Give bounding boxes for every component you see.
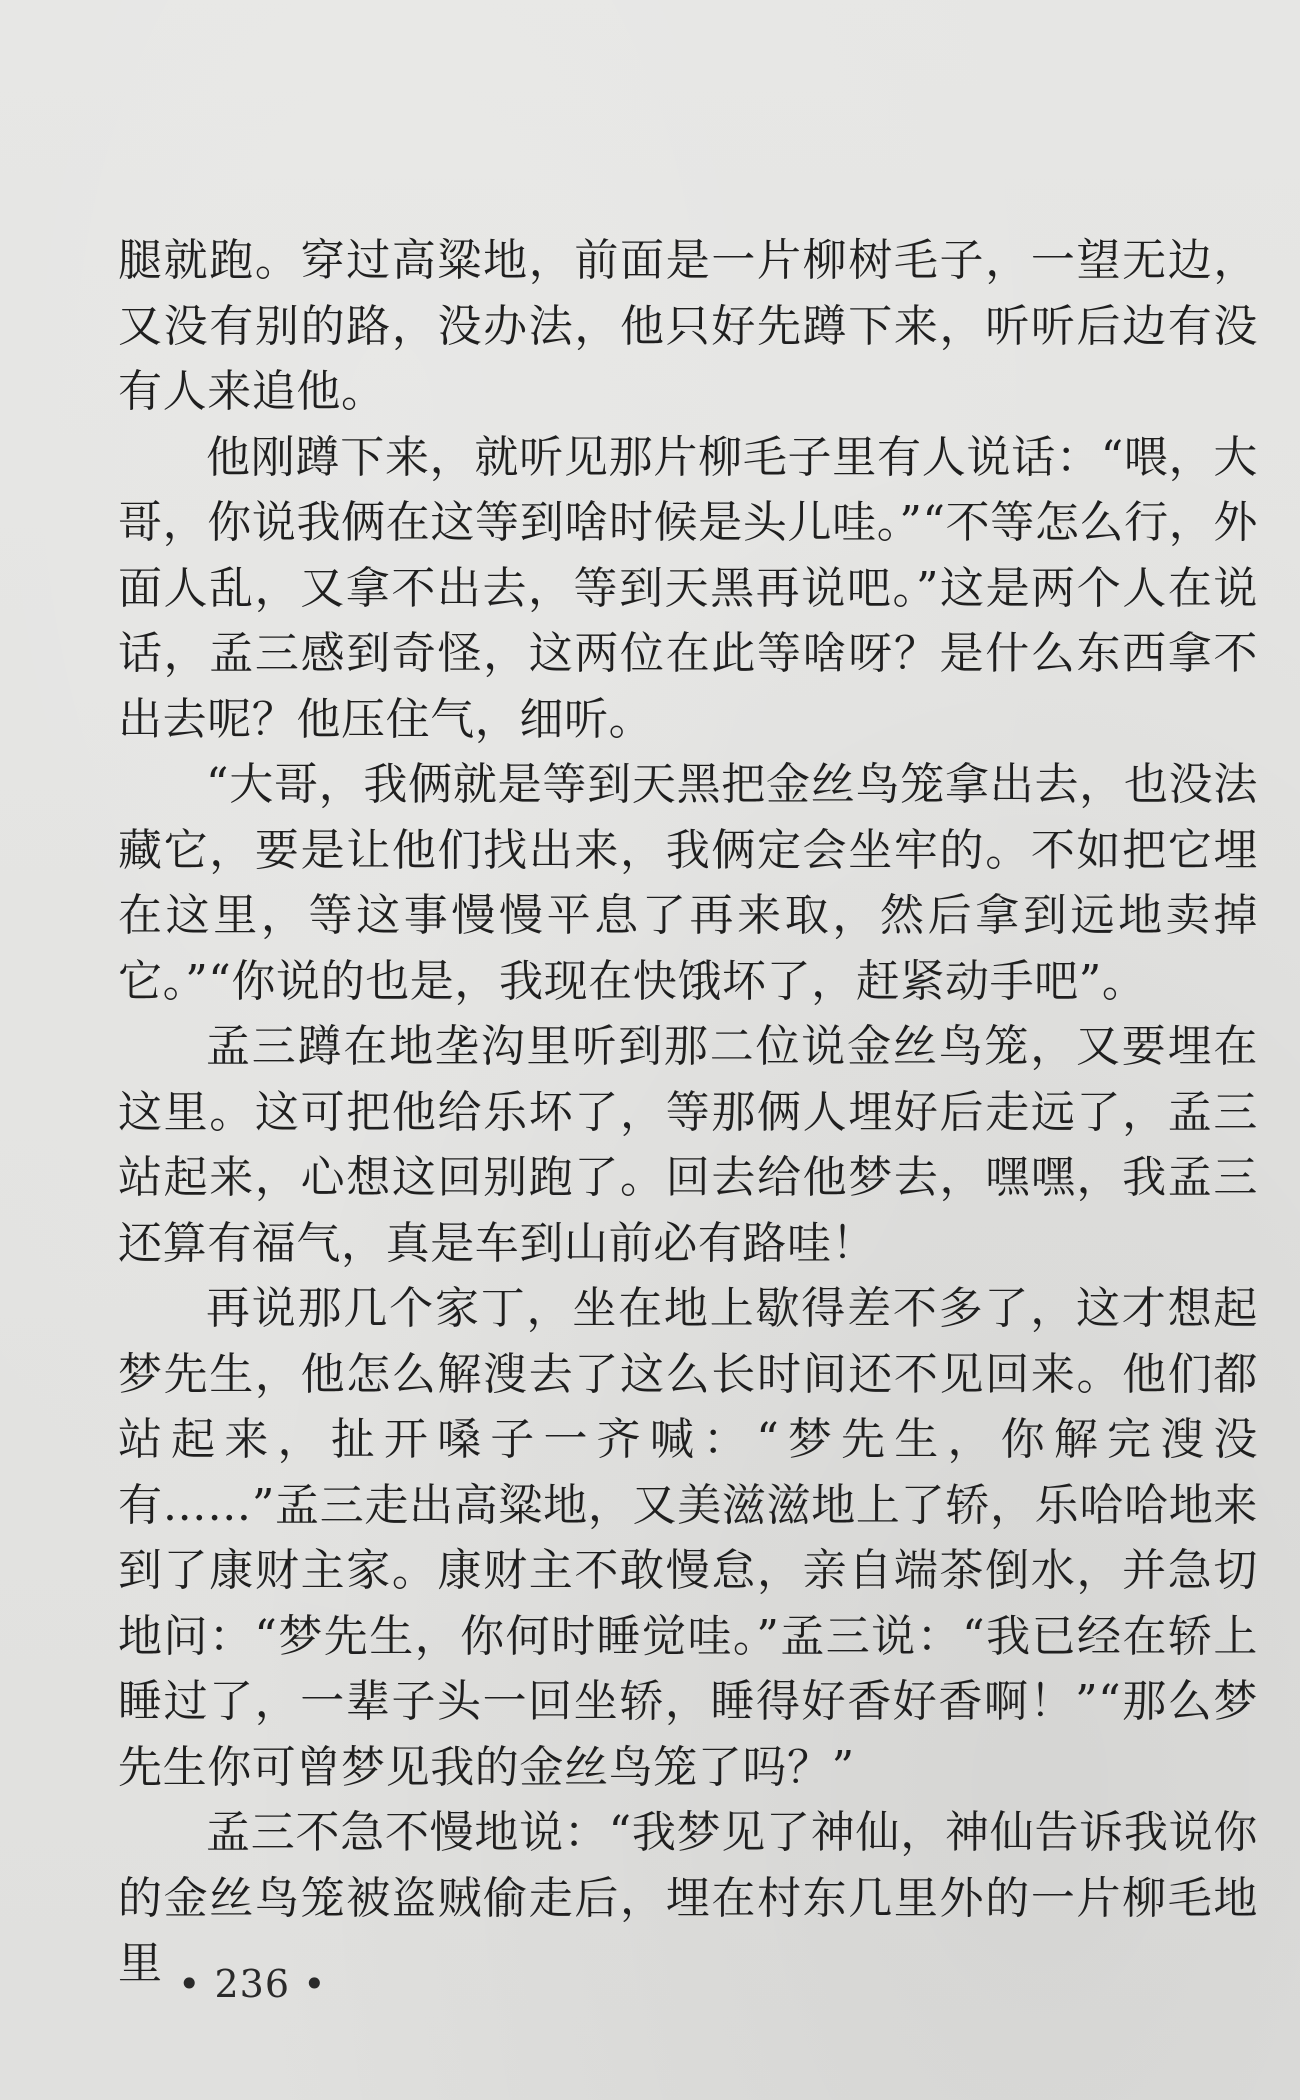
body-text (118, 228, 1258, 1997)
paragraph: 他刚蹲下来，就听见那片柳毛子里有人说话：“喂，大哥，你说我俩在这等到啥时候是头儿哇。”“不等怎么行，外面人乱，又拿不出去，等到天黑再说吧。”这是两个人在说话，孟三感到奇怪，这两位在此等啥呀？是什么东西拿不出去呢？他压住气，细听。 (118, 431, 1258, 745)
paragraph: 腿就跑。穿过高粱地，前面是一片柳树毛子，一望无边，又没有别的路，没办法，他只好先蹲下来，听听后边有没有人来追他。 (118, 235, 1258, 417)
paragraph: “大哥，我俩就是等到天黑把金丝鸟笼拿出去，也没法藏它，要是让他们找出来，我俩定会坐牢的。不如把它埋在这里，等这事慢慢平息了再来取，然后拿到远地卖掉它。”“你说的也是，我现在快饿坏了，赶紧动手吧”。 (118, 759, 1258, 1007)
paragraph: 再说那几个家丁，坐在地上歇得差不多了，这才想起梦先生，他怎么解溲去了这么长时间还不见回来。他们都站起来，扯开嗓子一齐喊：“梦先生，你解完溲没有……”孟三走出高粱地，又美滋滋地上了轿，乐哈哈地来到了康财主家。康财主不敢慢怠，亲自端茶倒水，并急切地问：“梦先生，你何时睡觉哇。”孟三说：“我已经在轿上睡过了，一辈子头一回坐轿，睡得好香好香啊！”“那么梦先生你可曾梦见我的金丝鸟笼了吗？” (118, 1283, 1258, 1793)
paragraph: 孟三不急不慢地说：“我梦见了神仙，神仙告诉我说你的金丝鸟笼被盗贼偷走后，埋在村东几里外的一片柳毛地里 (118, 1807, 1258, 1989)
paragraph: 孟三蹲在地垄沟里听到那二位说金丝鸟笼，又要埋在这里。这可把他给乐坏了，等那俩人埋好后走远了，孟三站起来，心想这回别跑了。回去给他梦去，嘿嘿，我孟三还算有福气，真是车到山前必有路哇！ (118, 1021, 1258, 1269)
page-number: • 236 • (178, 1962, 327, 2006)
